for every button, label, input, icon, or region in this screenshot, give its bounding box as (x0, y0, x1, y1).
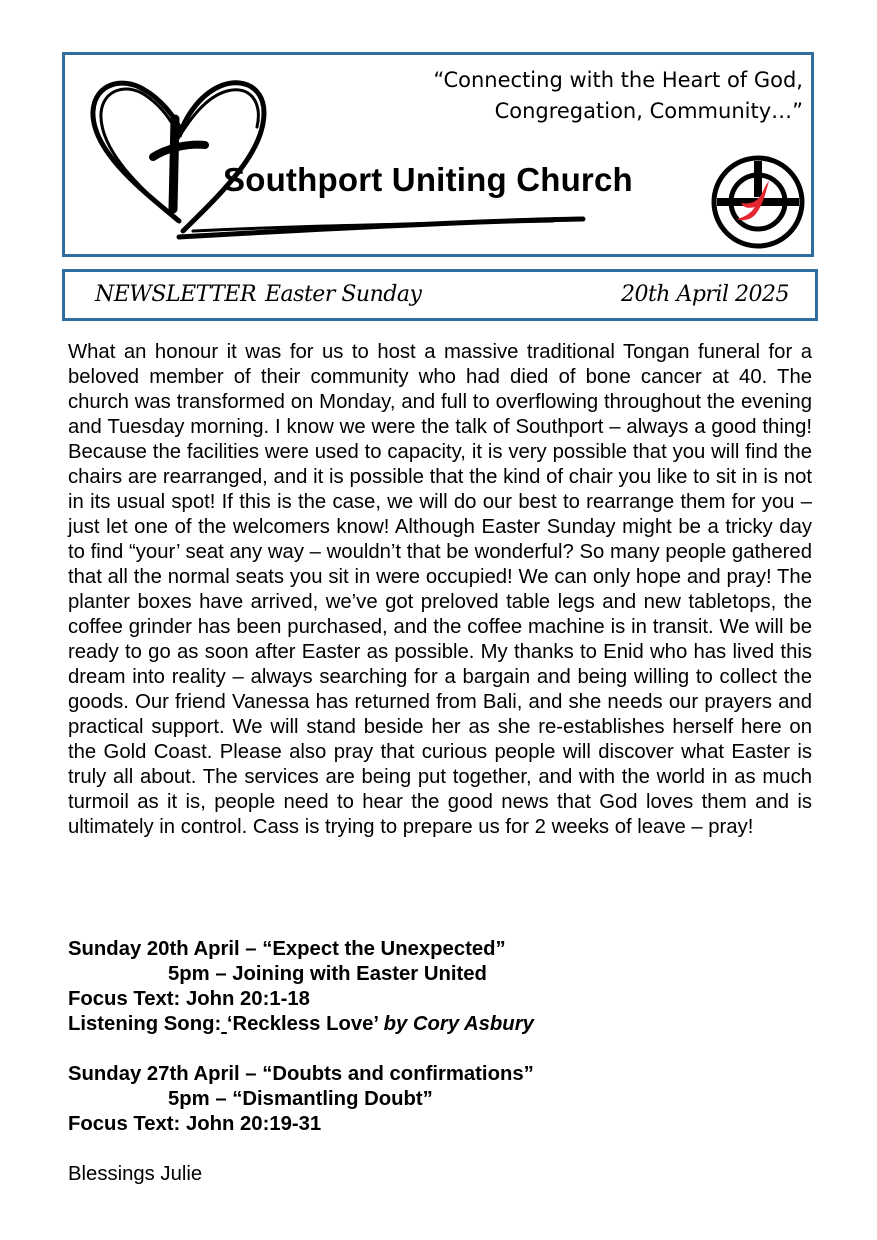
service-focus-text: Focus Text: John 20:19-31 (68, 1113, 322, 1135)
service-heading: Sunday 20th April – “Expect the Unexpected” (68, 938, 506, 960)
song-artist: by Cory Asbury (383, 1013, 534, 1035)
service-time: 5pm – Joining with Easter United (168, 963, 487, 985)
tagline-line-1: “Connecting with the Heart of God, (433, 68, 803, 92)
spacer (68, 1037, 812, 1062)
spacer (68, 1137, 812, 1162)
signoff: Blessings Julie (68, 1163, 203, 1185)
services-list (68, 937, 812, 1187)
tagline-line-2: Congregation, Community…” (494, 99, 803, 123)
church-name: Southport Uniting Church (223, 161, 633, 198)
service-listening-song (68, 1012, 812, 1037)
uniting-church-emblem-icon (711, 155, 805, 249)
body-paragraph: What an honour it was for us to host a massive traditional Tongan funeral for a beloved member of their community who had died of bone cancer at 40. The church was transformed on Monday, and full to overflowing throughout the evening and Tuesday morning. I know we were the talk of Southport – always a good thing! Because the facilities were used to capacity, it is very possible that you will find the chairs are rearranged, and it is possible that the kind of chair you like to sit in is not in its usual spot! If this is the case, we will do our best to rearrange them for you – just let one of the welcomers know! Although Easter Sunday might be a tricky day to find “your’ seat any way – wouldn’t that be wonderful? So many people gathered that all the normal seats you sit in were occupied! We can only hope and pray! The planter boxes have arrived, we’ve got preloved table legs and new tabletops, the coffee grinder has been purchased, and the coffee machine is in transit. We will be ready to go as soon after Easter as possible. My thanks to Enid who has lived this dream into reality – always searching for a bargain and being willing to collect the goods. Our friend Vanessa has returned from Bali, and she needs our prayers and practical support. We will stand beside her as she re-establishes herself here on the Gold Coast. Please also pray that curious people will discover what Easter is truly all about. The services are being put together, and with the world in as much turmoil as it is, people need to hear the good news that God loves them and is ultimately in control. Cass is trying to prepare us for 2 weeks of leave – pray! (68, 341, 812, 838)
newsletter-label: NEWSLETTER (95, 282, 257, 307)
occasion-label: Easter Sunday (265, 282, 422, 307)
song-label: Listening Song: (68, 1013, 222, 1035)
song-title: ‘Reckless Love’ (226, 1013, 378, 1035)
tagline (433, 65, 803, 127)
newsletter-body (68, 340, 812, 840)
service-time: 5pm – “Dismantling Doubt” (168, 1088, 433, 1110)
service-focus-text: Focus Text: John 20:1-18 (68, 988, 310, 1010)
issue-date: 20th April 2025 (620, 282, 789, 307)
service-heading: Sunday 27th April – “Doubts and confirmations” (68, 1063, 534, 1085)
newsletter-banner (62, 269, 818, 321)
newsletter-header (62, 52, 814, 257)
